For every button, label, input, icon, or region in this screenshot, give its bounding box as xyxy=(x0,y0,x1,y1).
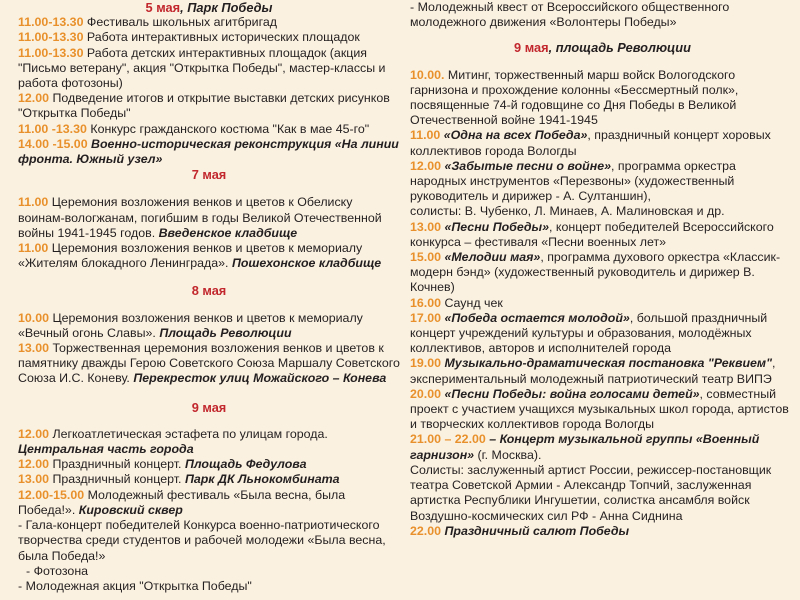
event-text: солисты: В. Чубенко, Л. Минаев, А. Малиновская и др. xyxy=(410,204,725,219)
event-title: Праздничный салют Победы xyxy=(441,523,630,538)
event-time: 10.00 xyxy=(18,310,50,325)
section-header-may9-left xyxy=(18,400,400,415)
event-time: 11.00 -13.30 xyxy=(18,121,87,136)
left-column xyxy=(18,0,400,594)
event-text: Конкурс гражданского костюма "Как в мае 45-го" xyxy=(86,121,370,136)
event-text: , программа духового оркестра «Классик-модерн бэнд» (художественный руководитель и дирижер В. Кочнев) xyxy=(410,250,781,295)
schedule-item xyxy=(18,30,400,45)
event-text: Военно-историческая реконструкция «На линии фронта. Южный узел» xyxy=(18,136,399,167)
event-title: «Песни Победы» xyxy=(441,219,550,234)
quest-note: - Молодежный квест от Всероссийского общественного молодежного движения «Волонтеры Победы» xyxy=(410,0,730,30)
schedule-item xyxy=(18,311,400,341)
event-place: Кировский сквер xyxy=(78,502,183,517)
event-title: «Мелодии мая» xyxy=(441,250,541,265)
schedule-item xyxy=(410,220,795,250)
event-time: 11.00-13.30 xyxy=(18,30,84,45)
event-time: 17.00 xyxy=(410,310,442,325)
event-title: «Одна на всех Победа» xyxy=(440,128,588,143)
event-place: Центральная часть города xyxy=(18,442,194,457)
date-may8: 8 мая xyxy=(191,283,227,299)
schedule-item xyxy=(18,91,400,121)
event-text: Церемония возложения венков и цветов к мемориалу «Жителям блокадного Ленинграда». xyxy=(18,241,363,271)
section-header-may7 xyxy=(18,167,400,182)
event-text: , большой праздничный концерт учреждений культуры и образования, молодёжных коллективов, авторов и исполнителей города xyxy=(410,310,768,356)
event-text: Работа интерактивных исторических площадок xyxy=(83,30,360,45)
section-header-may8 xyxy=(18,283,400,298)
date-may9-left: 9 мая xyxy=(191,399,227,415)
event-time: 11.00 xyxy=(18,241,49,256)
event-time: 12.00 xyxy=(18,457,50,472)
schedule-item xyxy=(18,457,400,472)
date-may9-right: 9 мая xyxy=(514,40,549,56)
event-time: 11.00-13.30 xyxy=(18,45,84,60)
event-time: 19.00 xyxy=(410,356,442,371)
schedule-item xyxy=(18,15,400,30)
event-time: 12.00 xyxy=(18,426,50,441)
event-time: 11.00 xyxy=(410,128,441,143)
schedule-item xyxy=(410,296,795,311)
schedule-item xyxy=(410,463,795,524)
event-text: , экспериментальный молодежный патриотический театр ВИПЭ xyxy=(410,356,776,386)
schedule-item xyxy=(410,250,795,296)
event-text: , совместный проект с участием учащихся музыкальных школ города, артистов и творческих коллективов города Вологды xyxy=(410,386,789,432)
event-text: Митинг, торжественный марш войск Вологодского гарнизона и прохождение колонны «Бессмертный полк», посвященные 74-й годовщине со Дня Победы в Великой Отечественной войне 1941-1945 xyxy=(410,67,739,128)
event-text: Церемония возложения венков и цветов к Обелиску воинам-вологжанам, погибшим в годы Великой Отечественной войны 1941-1945 годов. xyxy=(18,195,382,240)
event-text: Праздничный концерт. xyxy=(49,457,185,472)
event-time: 20.00 xyxy=(410,386,442,401)
section-header-may9-right xyxy=(410,40,795,55)
schedule-item xyxy=(18,137,400,167)
event-time: 11.00-13.30 xyxy=(18,15,84,30)
event-text: Фестиваль школьных агитбригад xyxy=(83,15,277,30)
schedule-item xyxy=(18,472,400,487)
schedule-item xyxy=(18,46,400,92)
date-may5: 5 мая xyxy=(145,0,181,15)
schedule-item xyxy=(410,159,795,205)
event-place: Пошехонское кладбище xyxy=(231,256,382,271)
event-text: , концерт победителей Всероссийского конкурса – фестиваля «Песни военных лет» xyxy=(410,219,774,249)
date-may7: 7 мая xyxy=(191,167,227,183)
section-header-may5 xyxy=(18,0,400,15)
schedule-item xyxy=(18,241,400,271)
event-time: 13.00 xyxy=(18,341,50,356)
event-text: Работа детских интерактивных площадок (акция "Письмо ветерану", акция "Открытка Победы", мастер-классы и работа фотозоны) xyxy=(18,45,386,91)
event-time: 22.00 xyxy=(410,523,442,538)
schedule-item xyxy=(410,387,795,433)
event-text: Праздничный концерт. xyxy=(49,472,185,487)
event-time: 12.00-15.00 xyxy=(18,487,85,502)
event-text: (г. Москва). xyxy=(474,447,542,462)
sub-item: - Гала-концерт победителей Конкурса военно-патриотического творчества среди студентов и рабочей молодежи «Была весна, была Победа!» xyxy=(18,518,386,563)
event-place: Введенское кладбище xyxy=(158,225,298,240)
schedule-item xyxy=(18,341,400,387)
event-text: Саунд чек xyxy=(441,295,503,310)
event-title: «Победа остается молодой» xyxy=(441,310,630,325)
schedule-item xyxy=(410,432,795,462)
sub-item: - Фотозона xyxy=(26,563,89,578)
event-time: 14.00 -15.00 xyxy=(18,136,88,151)
schedule-item xyxy=(18,427,400,457)
schedule-item xyxy=(410,356,795,386)
schedule-item xyxy=(18,488,400,518)
event-text: Церемония возложения венков и цветов к мемориалу «Вечный огонь Славы». xyxy=(18,310,363,340)
schedule-item xyxy=(410,311,795,357)
event-text: Солисты: заслуженный артист России, режиссер-постановщик театра Советской Армии - Александр Топчий, заслуженная артистка Республики Ингушетии, солистка ансамбля войск Воздушно-космических сил РФ - Анна Сиднина xyxy=(410,462,772,523)
event-time: 11.00 xyxy=(18,195,49,210)
event-text: Легкоатлетическая эстафета по улицам города. xyxy=(49,426,328,441)
event-time: 16.00 xyxy=(410,295,442,310)
event-text: , праздничный концерт хоровых коллективов города Вологды xyxy=(410,128,771,158)
sub-item: - Молодежная акция "Открытка Победы" xyxy=(18,578,252,593)
event-title: «Песни Победы: война голосами детей» xyxy=(441,386,700,401)
event-place: Площадь Революции xyxy=(159,325,292,340)
schedule-item xyxy=(410,128,795,158)
event-place: Перекресток улиц Можайского – Конева xyxy=(133,371,387,386)
event-time: 10.00. xyxy=(410,67,445,82)
event-time: 15.00 xyxy=(410,250,442,265)
event-place: Площадь Федулова xyxy=(184,457,307,472)
event-text: Подведение итогов и открытие выставки детских рисунков "Открытка Победы" xyxy=(18,91,390,121)
event-time: 13.00 xyxy=(18,472,50,487)
place-may5: , Парк Победы xyxy=(180,0,273,15)
schedule-item xyxy=(18,195,400,241)
event-title: «Забытые песни о войне» xyxy=(441,158,611,173)
schedule-item xyxy=(410,204,795,219)
event-place: Парк ДК Льнокомбината xyxy=(184,472,340,487)
event-text: Торжественная церемония возложения венков и цветов к памятнику дважды Герою Советского Союза Маршалу Советского Союза И.С. Коневу. xyxy=(18,341,400,386)
schedule-item xyxy=(410,524,795,539)
event-text: , программа оркестра народных инструментов «Перезвоны» (художественный руководитель и дирижер - А. Султаншин), xyxy=(410,158,736,204)
schedule-item xyxy=(18,122,400,137)
event-time: 12.00 xyxy=(18,91,50,106)
place-may9-right: , площадь Революции xyxy=(548,40,691,56)
schedule-item xyxy=(410,68,795,129)
event-text: Молодежный фестиваль «Была весна, была Победа!». xyxy=(18,487,346,517)
event-time: 13.00 xyxy=(410,219,442,234)
event-time: 21.00 – 22.00 xyxy=(410,432,486,447)
right-column xyxy=(410,0,795,539)
event-title: Музыкально-драматическая постановка "Реквием" xyxy=(441,356,772,371)
event-title: – Концерт музыкальной группы «Военный гарнизон» xyxy=(410,432,760,462)
event-time: 12.00 xyxy=(410,158,442,173)
